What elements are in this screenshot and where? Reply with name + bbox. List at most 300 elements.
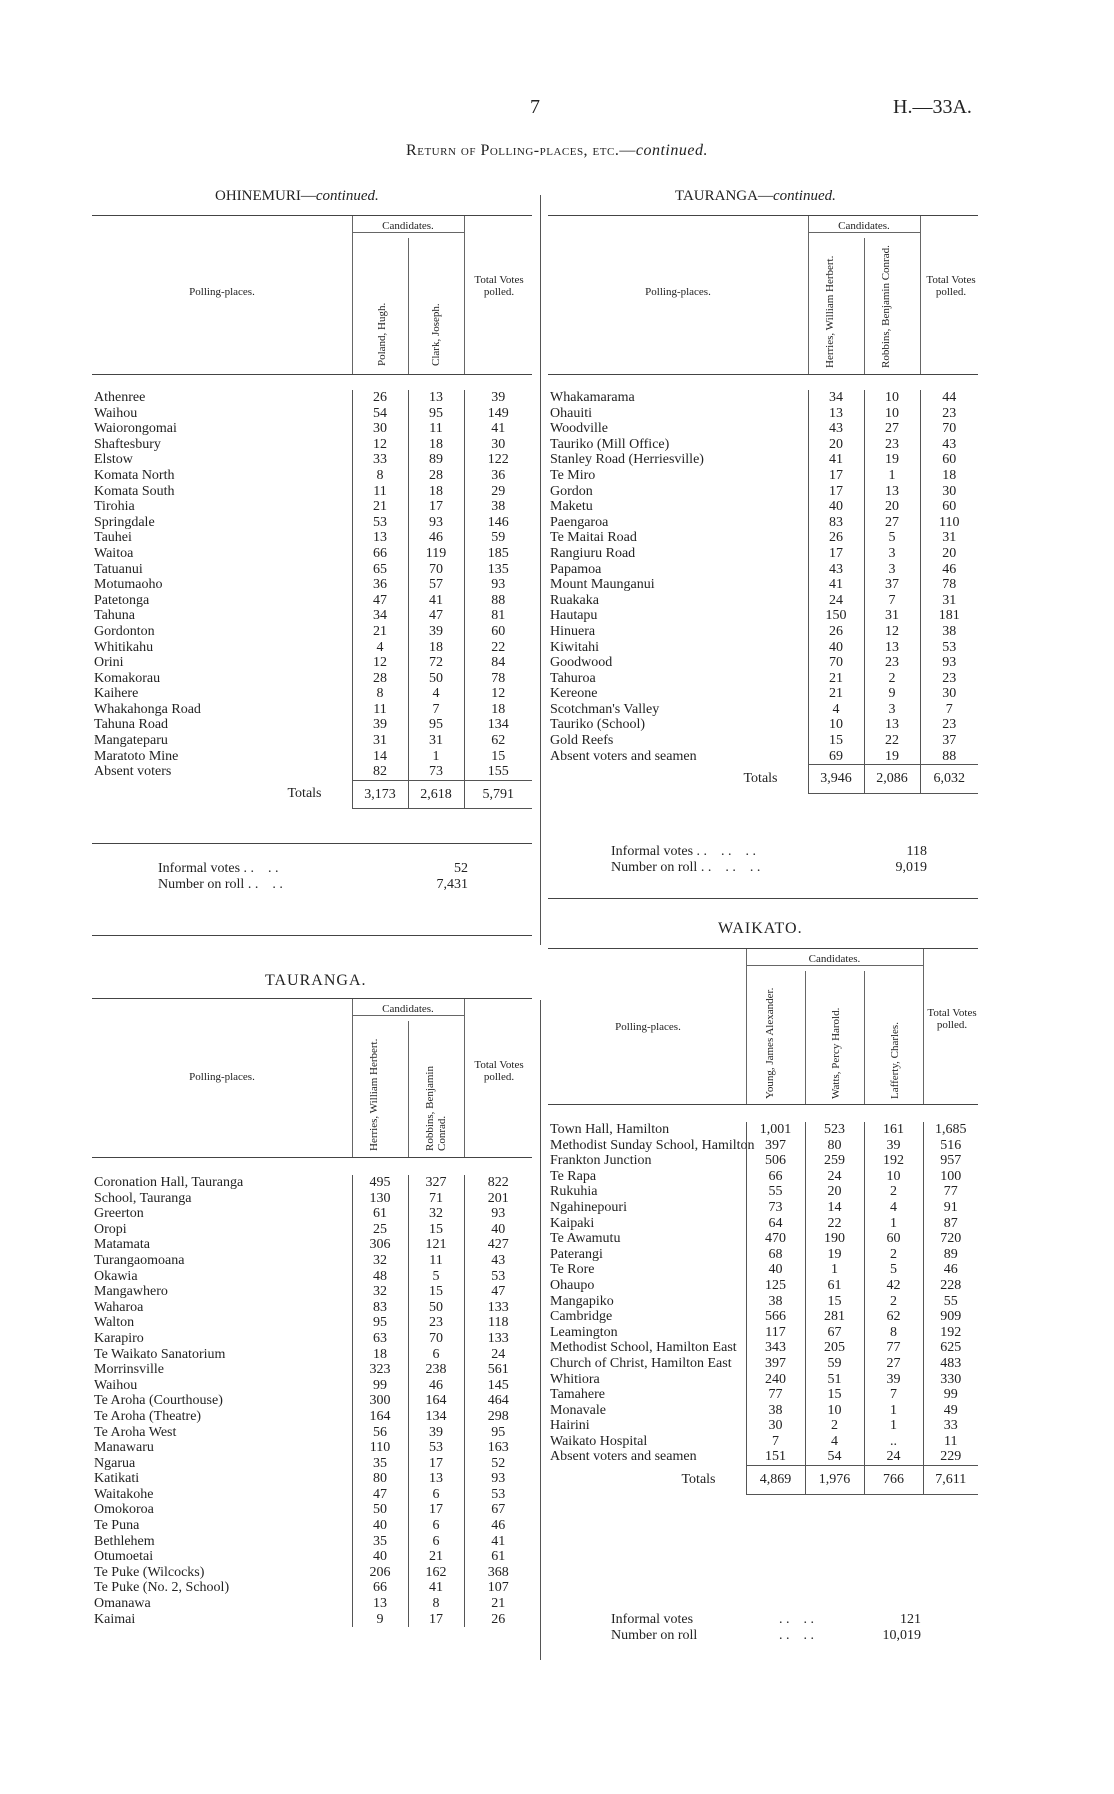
candidate-votes-cell: 7 (864, 593, 920, 609)
polling-place-name: Te Maitai Road (550, 530, 637, 546)
tauranga-table (92, 1175, 532, 1627)
polling-place-name: Tirohia (94, 499, 135, 515)
candidate-votes-cell: 162 (408, 1565, 464, 1581)
total-votes-header: Total Votes polled. (474, 1059, 524, 1083)
total-votes-cell: 93 (920, 655, 978, 671)
total-votes-cell: 561 (464, 1362, 532, 1378)
polling-place-name: Mangawhero (94, 1284, 168, 1300)
candidate-1-name: Poland, Hugh. (376, 302, 388, 366)
candidate-votes-cell: 66 (352, 1580, 408, 1596)
total-votes-cell: 23 (920, 406, 978, 422)
candidate-votes-cell: 5 (408, 1269, 464, 1285)
polling-place-name: Tauhei (94, 530, 132, 546)
candidate-votes-cell: 39 (864, 1138, 923, 1154)
polling-place-name: Te Rore (550, 1262, 595, 1278)
candidate-votes-cell: 47 (352, 1487, 408, 1503)
candidate-2-name: Robbins, Benjamin Conrad. (424, 1066, 448, 1151)
total-votes-cell: 36 (464, 468, 532, 484)
polling-place-name: Otumoetai (94, 1549, 154, 1565)
polling-place-name: Turangaomoana (94, 1252, 185, 1268)
candidate-votes-cell: 66 (746, 1169, 805, 1185)
candidate-votes-cell: 11 (408, 1253, 464, 1269)
polling-place-name: Mount Maunganui (550, 577, 655, 593)
table-row (92, 1378, 532, 1394)
candidate-votes-cell: 80 (352, 1471, 408, 1487)
polling-place-name: Ngahinepouri (550, 1199, 627, 1215)
candidate-votes-cell: 495 (352, 1175, 408, 1191)
polling-place-name: Waihou (94, 405, 138, 421)
totals-total: 5,791 (464, 780, 532, 809)
totals-c2: 2,618 (408, 780, 464, 809)
totals-row (548, 765, 978, 794)
candidate-votes-cell: 13 (808, 406, 864, 422)
polling-place-name: Te Puna (94, 1518, 140, 1534)
candidate-votes-cell: 53 (408, 1440, 464, 1456)
total-votes-cell: 81 (464, 608, 532, 624)
table-row (92, 702, 532, 718)
candidate-votes-cell: 21 (352, 499, 408, 515)
polling-place-name: Stanley Road (Herriesville) (550, 452, 704, 468)
total-votes-cell: 46 (464, 1518, 532, 1534)
candidate-votes-cell: 39 (408, 624, 464, 640)
candidate-votes-cell: 28 (408, 468, 464, 484)
table-row (548, 1434, 978, 1450)
candidate-votes-cell: 206 (352, 1565, 408, 1581)
polling-place-name: Rangiuru Road (550, 545, 636, 561)
totals-c2: 2,086 (864, 765, 920, 794)
table-row (92, 530, 532, 546)
candidate-votes-cell: 190 (805, 1231, 864, 1247)
table-row (548, 390, 978, 406)
total-votes-cell: 464 (464, 1393, 532, 1409)
total-votes-header: Total Votes polled. (926, 274, 976, 298)
header-divider (408, 238, 409, 374)
total-votes-cell: 149 (464, 406, 532, 422)
candidate-votes-cell: 41 (808, 577, 864, 593)
total-votes-cell: 62 (464, 733, 532, 749)
totals-row (92, 780, 532, 809)
table-row (92, 1315, 532, 1331)
table-row (92, 640, 532, 656)
candidate-votes-cell: 13 (864, 717, 920, 733)
total-votes-cell: 93 (464, 1471, 532, 1487)
waikato-informal-value: 121 (900, 1612, 921, 1627)
table-row (92, 1222, 532, 1238)
candidate-votes-cell: 21 (408, 1549, 464, 1565)
table-row (548, 702, 978, 718)
candidate-votes-cell: 17 (808, 468, 864, 484)
candidate-votes-cell: 20 (805, 1184, 864, 1200)
candidate-votes-cell: 9 (864, 686, 920, 702)
total-votes-cell: 46 (920, 562, 978, 578)
table-row (92, 1300, 532, 1316)
candidate-votes-cell: 121 (408, 1237, 464, 1253)
polling-place-name: Karapiro (94, 1330, 144, 1346)
candidate-votes-cell: 40 (808, 640, 864, 656)
polling-place-name: Hautapu (550, 608, 598, 624)
candidate-3-name: Lafferty, Charles. (889, 1022, 901, 1099)
candidate-votes-cell: 13 (352, 1596, 408, 1612)
candidate-votes-cell: 2 (864, 1247, 923, 1263)
total-votes-cell: 60 (464, 624, 532, 640)
polling-place-name: Motumaoho (94, 577, 163, 593)
waikato-roll-value: 10,019 (882, 1628, 921, 1643)
candidate-votes-cell: 20 (864, 499, 920, 515)
candidate-votes-cell: 1 (864, 1418, 923, 1434)
candidate-votes-cell: 14 (805, 1200, 864, 1216)
candidate-votes-cell: 30 (746, 1418, 805, 1434)
candidate-votes-cell: 73 (408, 764, 464, 780)
polling-place-name: School, Tauranga (94, 1190, 192, 1206)
table-row (548, 530, 978, 546)
header-divider (808, 216, 809, 374)
tauranga-cont-informal: Informal votes . . . . . . 118 (611, 844, 927, 859)
table-row (92, 484, 532, 500)
candidate-votes-cell: .. (864, 1434, 923, 1450)
table-row (548, 437, 978, 453)
candidate-votes-cell: 7 (864, 1387, 923, 1403)
candidate-votes-cell: 63 (352, 1331, 408, 1347)
total-votes-cell: 957 (923, 1153, 978, 1169)
candidate-votes-cell: 119 (408, 546, 464, 562)
table-row (548, 1169, 978, 1185)
candidate-votes-cell: 41 (408, 593, 464, 609)
table-row (92, 1596, 532, 1612)
polling-place-name: Cambridge (550, 1309, 613, 1325)
total-votes-cell: 67 (464, 1502, 532, 1518)
candidate-votes-cell: 2 (864, 1294, 923, 1310)
candidate-votes-cell: 31 (408, 733, 464, 749)
table-row (548, 1294, 978, 1310)
table-row (92, 562, 532, 578)
polling-place-name: Oropi (94, 1221, 127, 1237)
polling-place-name: Walton (94, 1315, 135, 1331)
total-votes-cell: 12 (464, 686, 532, 702)
candidate-votes-cell: 506 (746, 1153, 805, 1169)
candidate-votes-cell: 24 (864, 1449, 923, 1465)
candidate-votes-cell: 67 (805, 1325, 864, 1341)
polling-place-name: Maratoto Mine (94, 748, 179, 764)
candidate-votes-cell: 151 (746, 1449, 805, 1465)
candidate-votes-cell: 73 (746, 1200, 805, 1216)
candidate-votes-cell: 77 (746, 1387, 805, 1403)
waikato-table-header (548, 948, 978, 1105)
candidate-votes-cell: 13 (408, 390, 464, 406)
ohinemuri-summary-rule (92, 843, 532, 844)
totals-total: 7,611 (923, 1466, 978, 1495)
polling-place-name: Hinuera (550, 623, 596, 639)
candidate-votes-cell: 32 (408, 1206, 464, 1222)
polling-place-name: Athenree (94, 390, 146, 405)
table-row (92, 624, 532, 640)
candidate-votes-cell: 82 (352, 764, 408, 780)
total-votes-cell: 78 (464, 671, 532, 687)
polling-place-name: Tauriko (School) (550, 717, 646, 733)
table-row (92, 671, 532, 687)
table-row (548, 1403, 978, 1419)
candidate-votes-cell: 27 (864, 421, 920, 437)
polling-place-name: Bethlehem (94, 1533, 155, 1549)
candidate-votes-cell: 28 (352, 671, 408, 687)
total-votes-cell: 95 (464, 1425, 532, 1441)
candidate-votes-cell: 39 (408, 1425, 464, 1441)
candidate-votes-cell: 13 (408, 1471, 464, 1487)
table-row (92, 1206, 532, 1222)
polling-place-name: Paterangi (550, 1246, 603, 1262)
total-votes-cell: 53 (920, 640, 978, 656)
polling-place-name: Manawaru (94, 1440, 154, 1456)
candidate-votes-cell: 40 (808, 499, 864, 515)
table-row (92, 1487, 532, 1503)
candidate-votes-cell: 26 (808, 624, 864, 640)
table-row (92, 1456, 532, 1472)
table-row (92, 1331, 532, 1347)
candidate-votes-cell: 3 (864, 546, 920, 562)
candidate-votes-cell: 6 (408, 1534, 464, 1550)
candidate-votes-cell: 12 (352, 655, 408, 671)
candidate-votes-cell: 327 (408, 1175, 464, 1191)
total-votes-cell: 625 (923, 1340, 978, 1356)
candidate-votes-cell: 9 (352, 1612, 408, 1628)
candidate-votes-cell: 26 (808, 530, 864, 546)
table-row (92, 1502, 532, 1518)
table-row (92, 437, 532, 453)
table-row (92, 1175, 532, 1191)
polling-place-name: Komakorau (94, 670, 161, 686)
candidate-2-name: Robbins, Benjamin Conrad. (880, 245, 892, 368)
total-votes-cell: 43 (920, 437, 978, 453)
candidate-votes-cell: 54 (805, 1449, 864, 1465)
polling-place-name: Mangateparu (94, 733, 168, 749)
candidate-votes-cell: 8 (352, 686, 408, 702)
candidate-votes-cell: 50 (352, 1502, 408, 1518)
tauranga-table-header (92, 998, 532, 1158)
polling-place-name: Kaipaki (550, 1215, 595, 1231)
polling-place-name: Komata South (94, 483, 175, 499)
candidate-votes-cell: 83 (808, 515, 864, 531)
candidate-votes-cell: 95 (352, 1315, 408, 1331)
candidate-votes-cell: 19 (864, 452, 920, 468)
table-row (548, 1340, 978, 1356)
candidate-votes-cell: 17 (408, 499, 464, 515)
total-votes-cell: 24 (464, 1347, 532, 1363)
header-divider (408, 1021, 409, 1157)
column-divider (540, 195, 541, 945)
candidate-votes-cell: 4 (805, 1434, 864, 1450)
ohinemuri-table-header (92, 215, 532, 375)
candidate-votes-cell: 54 (352, 406, 408, 422)
polling-place-name: Scotchman's Valley (550, 701, 660, 717)
polling-place-name: Kaihere (94, 686, 139, 702)
total-votes-cell: 88 (920, 749, 978, 765)
candidate-votes-cell: 23 (864, 655, 920, 671)
total-votes-cell: 23 (920, 671, 978, 687)
table-row (548, 640, 978, 656)
total-votes-cell: 30 (920, 484, 978, 500)
table-row (548, 1216, 978, 1232)
table-row (548, 452, 978, 468)
candidate-votes-cell: 11 (352, 702, 408, 718)
candidate-votes-cell: 523 (805, 1122, 864, 1138)
candidate-votes-cell: 71 (408, 1191, 464, 1207)
candidate-votes-cell: 43 (808, 421, 864, 437)
polling-place-name: Maketu (550, 499, 593, 515)
table-row (548, 484, 978, 500)
table-row (548, 562, 978, 578)
candidate-votes-cell: 50 (408, 1300, 464, 1316)
candidate-votes-cell: 24 (805, 1169, 864, 1185)
total-votes-cell: 87 (923, 1216, 978, 1232)
candidate-votes-cell: 38 (746, 1294, 805, 1310)
candidate-votes-cell: 60 (864, 1231, 923, 1247)
total-votes-cell: 31 (920, 530, 978, 546)
candidate-votes-cell: 69 (808, 749, 864, 765)
candidate-votes-cell: 205 (805, 1340, 864, 1356)
total-votes-cell: 163 (464, 1440, 532, 1456)
total-votes-cell: 39 (464, 390, 532, 406)
candidate-votes-cell: 56 (352, 1425, 408, 1441)
candidate-votes-cell: 1 (864, 1216, 923, 1232)
polling-place-name: Woodville (550, 421, 608, 437)
header-divider (805, 971, 806, 1104)
candidate-votes-cell: 2 (864, 671, 920, 687)
table-row (92, 1565, 532, 1581)
table-row (92, 1284, 532, 1300)
candidate-votes-cell: 4 (808, 702, 864, 718)
polling-place-name: Okawia (94, 1268, 138, 1284)
total-votes-cell: 30 (464, 437, 532, 453)
candidate-votes-cell: 23 (864, 437, 920, 453)
polling-place-name: Te Awamutu (550, 1231, 621, 1247)
candidate-votes-cell: 4 (408, 686, 464, 702)
polling-place-name: Absent voters (94, 764, 172, 780)
polling-place-name: Ngarua (94, 1455, 136, 1471)
candidate-votes-cell: 470 (746, 1231, 805, 1247)
ohinemuri-informal: Informal votes . . . . 52 (158, 861, 468, 876)
total-votes-cell: 330 (923, 1372, 978, 1388)
candidate-votes-cell: 41 (408, 1580, 464, 1596)
polling-place-name: Waharoa (94, 1299, 144, 1315)
table-row (92, 717, 532, 733)
total-votes-cell: 89 (923, 1247, 978, 1263)
totals-c2: 1,976 (805, 1466, 864, 1495)
polling-place-name: Gordonton (94, 623, 155, 639)
polling-places-header: Polling-places. (645, 286, 711, 298)
polling-place-name: Te Aroha (Courthouse) (94, 1393, 223, 1409)
table-row (92, 546, 532, 562)
total-votes-cell: 37 (920, 733, 978, 749)
page-number: 7 (530, 96, 540, 118)
total-votes-cell: 53 (464, 1269, 532, 1285)
total-votes-cell: 91 (923, 1200, 978, 1216)
polling-place-name: Goodwood (550, 655, 613, 671)
polling-place-name: Frankton Junction (550, 1153, 652, 1169)
candidate-votes-cell: 53 (352, 515, 408, 531)
candidate-votes-cell: 306 (352, 1237, 408, 1253)
polling-place-name: Waitoa (94, 545, 134, 561)
table-row (92, 1534, 532, 1550)
candidate-votes-cell: 10 (864, 1169, 923, 1185)
candidate-votes-cell: 15 (408, 1222, 464, 1238)
total-votes-cell: 30 (920, 686, 978, 702)
table-row (548, 1231, 978, 1247)
header-divider (864, 971, 865, 1104)
tauranga-heading: TAURANGA. (265, 972, 367, 989)
candidate-votes-cell: 27 (864, 1356, 923, 1372)
candidate-votes-cell: 10 (864, 406, 920, 422)
table-row (548, 624, 978, 640)
total-votes-cell: 145 (464, 1378, 532, 1394)
polling-place-name: Papamoa (550, 561, 602, 577)
candidate-votes-cell: 22 (805, 1216, 864, 1232)
totals-row (548, 1466, 978, 1495)
total-votes-cell: 23 (920, 717, 978, 733)
polling-place-name: Absent voters and seamen (550, 748, 697, 764)
candidate-votes-cell: 18 (408, 640, 464, 656)
ohinemuri-heading: OHINEMURI—continued. (215, 188, 379, 204)
candidate-votes-cell: 72 (408, 655, 464, 671)
candidate-votes-cell: 68 (746, 1247, 805, 1263)
candidate-votes-cell: 240 (746, 1372, 805, 1388)
ohinemuri-roll-value: 7,431 (436, 877, 468, 892)
total-votes-cell: 720 (923, 1231, 978, 1247)
table-row (548, 1184, 978, 1200)
polling-place-name: Ruakaka (550, 592, 599, 608)
candidate-votes-cell: 164 (352, 1409, 408, 1425)
candidate-votes-cell: 7 (746, 1434, 805, 1450)
candidate-votes-cell: 21 (808, 686, 864, 702)
polling-place-name: Tamahere (550, 1387, 605, 1403)
total-votes-cell: 47 (464, 1284, 532, 1300)
candidate-votes-cell: 46 (408, 530, 464, 546)
candidate-votes-cell: 41 (808, 452, 864, 468)
waikato-table (548, 1122, 978, 1495)
table-row (548, 515, 978, 531)
candidate-votes-cell: 110 (352, 1440, 408, 1456)
candidate-votes-cell: 61 (805, 1278, 864, 1294)
totals-total: 6,032 (920, 765, 978, 794)
candidate-votes-cell: 1 (408, 749, 464, 765)
candidate-votes-cell: 24 (808, 593, 864, 609)
candidates-header: Candidates. (352, 220, 464, 233)
polling-place-name: Tatuanui (94, 561, 143, 577)
ohinemuri-informal-value: 52 (454, 861, 468, 876)
total-votes-cell: 49 (923, 1403, 978, 1419)
table-row (548, 1372, 978, 1388)
table-row (548, 1262, 978, 1278)
table-row (92, 655, 532, 671)
return-title-main: Return of Polling-places, etc.— (406, 142, 636, 159)
candidate-votes-cell: 39 (352, 717, 408, 733)
section-rule (548, 898, 978, 899)
candidate-votes-cell: 20 (808, 437, 864, 453)
total-votes-cell: 155 (464, 764, 532, 780)
table-row (92, 390, 532, 406)
total-votes-cell: 41 (464, 1534, 532, 1550)
candidate-votes-cell: 13 (352, 530, 408, 546)
polling-place-name: Shaftesbury (94, 436, 161, 452)
candidate-votes-cell: 3 (864, 702, 920, 718)
total-votes-cell: 29 (464, 484, 532, 500)
total-votes-cell: 38 (464, 499, 532, 515)
table-row (548, 1278, 978, 1294)
total-votes-cell: 1,685 (923, 1122, 978, 1138)
candidate-votes-cell: 17 (408, 1456, 464, 1472)
total-votes-cell: 134 (464, 717, 532, 733)
polling-place-name: Katikati (94, 1471, 140, 1487)
table-row (548, 1387, 978, 1403)
candidate-votes-cell: 26 (352, 390, 408, 406)
